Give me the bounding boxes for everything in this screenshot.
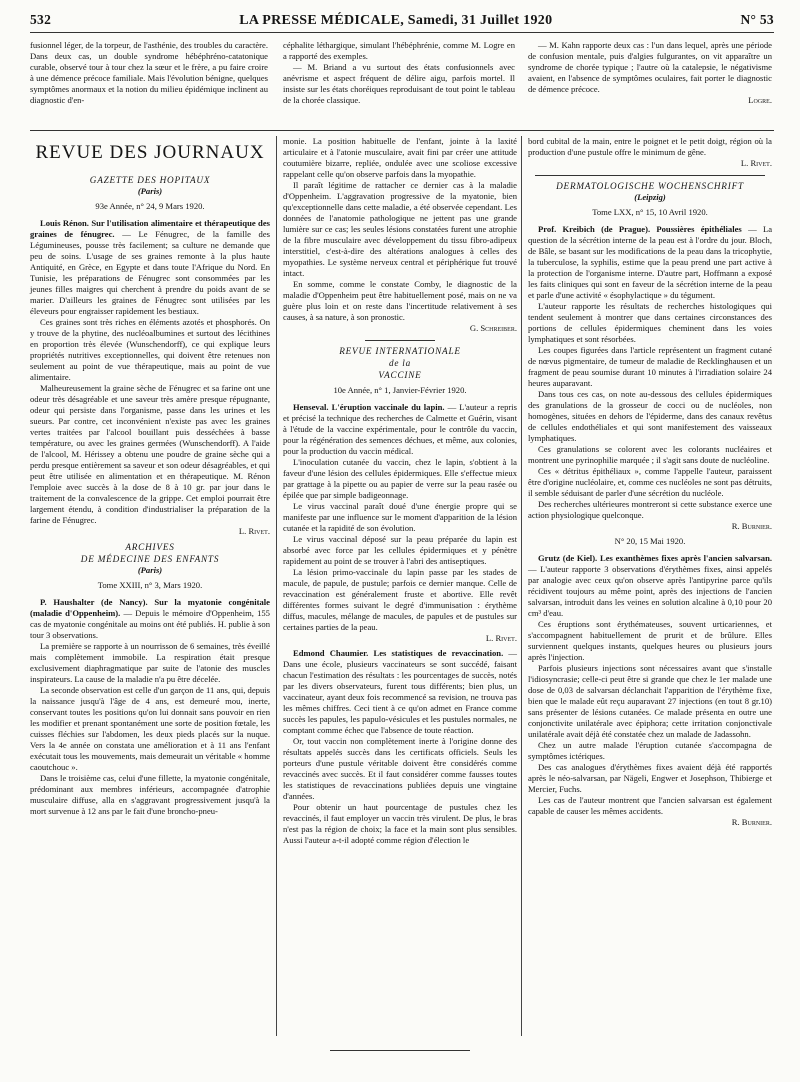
journal-issue: N° 20, 15 Mai 1920.: [614, 536, 686, 546]
article-text: — Depuis le mémoire d'Oppenheim, 155 cas de myatonie congénitale au moins ont été publiés. H. publie à son tour 3 observations.: [30, 608, 270, 640]
separator: [365, 340, 435, 341]
article-text: La seconde observation est celle d'un garçon de 11 ans, qui, depuis la naissance jusqu'à l'âge de 4 ans, est demeuré mou, inerte, conservant toutes les positions qu'on lui donnait sans pouvoir en rien les modifier et prenant spontanément une sorte de position fœtale, les cuisses fléchies sur l'abdomen, les deux pieds placés sur la nuque. Vers la 4e année on constata une amélioration et à 11 ans l'enfant exécutait tous les mouvements, mais demeurait un véritable « homme caoutchouc ».: [30, 685, 270, 772]
signature: L. Rivet.: [238, 526, 270, 536]
signature: R. Burnier.: [731, 817, 772, 827]
top-paragraph: céphalite léthargique, simulant l'hébéphrénie, comme M. Logre en a rapporté des exemples.: [283, 40, 515, 61]
journal-issue: 10e Année, n° 1, Janvier-Février 1920.: [333, 385, 467, 395]
signature: L. Rivet.: [740, 158, 772, 168]
top-paragraph: — M. Briand a vu surtout des états confusionnels avec anévrisme et aspect fréquent de délire aigu, parfois mortel. Il insiste sur les états choréiques reproduisant de tout point le tableau de la chorée classique.: [283, 62, 515, 105]
column-2: [283, 136, 517, 846]
article-text: Il paraît légitime de rattacher ce dernier cas à la maladie d'Oppenheim. L'aggravation progressive de la myatonie, bien qu'exceptionnelle dans cette maladie, a été observée cependant. Les données de l'anatomie pathologique ne jettent pas une grande lumière sur ce cas; les seules lésions constatées furent une atrophie de la fibre musculaire avec développement du tissu fibro-adipeux interstitiel, c'est-à-dire des altérations analogues à celles des myopathies. Le système nerveux central et périphérique fut trouvé intact.: [283, 180, 517, 278]
column-3: [528, 136, 772, 828]
article-text: Des cas analogues d'érythèmes fixes avaient déjà été rapportés après le néo-salvarsan, par Nägeli, Engwer et Josephson, Thibierge et Mercier, Fuchs.: [528, 762, 772, 794]
article-text: Or, tout vaccin non complètement inerte à l'origine donne des résultats appelés succès dans les certificats officiels. Seuls les porteurs d'une pustule véritable doivent être considérés comme revaccinés avec succès. Et il faut considérer comme fausses toutes les statistiques de revaccinations publiées depuis une vingtaine d'années.: [283, 736, 517, 801]
journal-issue: Tome XXIII, n° 3, Mars 1920.: [97, 580, 203, 590]
journal-name: GAZETTE DES HOPITAUX: [89, 175, 211, 185]
top-paragraph: — M. Kahn rapporte deux cas : l'un dans lequel, après une période de confusion mentale, puis d'algies fulgurantes, on vit apparaître un syndrome de chorée typique ; l'autre où la catalepsie, le négativisme avaient, en l'absence de symptômes oculaires, fait porter le diagnostic de démence précoce.: [528, 40, 772, 94]
article-text: — Le Fénugrec, de la famille des Légumineuses, pousse très facilement; sa culture ne demande que peu de soins. L'usage de ses graines remonte à la plus haute Antiquité, en Grèce, en Egypte et dans toute l'Afrique du Nord. En Tunisie, les préparations de Fénugrec sont consommées par les jeunes filles maigres qui cherchent à prendre du poids avant de se marier. D'ailleurs les graines de Fénugrec sont utilisées par les éleveurs pour engraisser rapidement les bestiaux.: [30, 229, 271, 316]
article-text: — L'auteur a repris et précisé la technique des recherches de Calmette et Guérin, visant à l'étude de la vaccine expérimentale, pour le contrôle du vaccin, pour la régénération des semences déchues, et même, aux colonies, pour la production du vaccin médical.: [283, 402, 517, 456]
article-text: La lésion primo-vaccinale du lapin passe par les stades de macule, de papule, de pustule; parfois ce dernier manque. Celle de revaccination est généralement fruste et abortive. Elle revêt différentes formes suivant le degré d'immunisation : érythème diffus, macules, mélange de macules, de papules et de pustules sur certaines parties de la peau.: [283, 567, 517, 632]
article-text: Les cas de l'auteur montrent que l'ancien salvarsan est également capable de causer les mêmes accidents.: [528, 795, 772, 816]
article-text: Des recherches ultérieures montreront si cette substance exerce une action physiologique quelconque.: [528, 499, 772, 520]
journal-issue: Tome LXX, n° 15, 10 Avril 1920.: [592, 207, 708, 217]
article-text: — Dans une école, plusieurs vaccinateurs se sont succédé, faisant chacun l'estimation des résultats : les pourcentages de succès, notés par les divers observateurs, furent tous différents; bien plus, un vaccinateur, ayant deux fois recommencé sa revision, ne trouva pas les mêmes chiffres. Ceci tient à ce qu'on admet en France comme succès les papules, les papulo-vésicules et les pustules normales, ne comptant comme échec que l'absence de toute réaction.: [283, 648, 517, 735]
article-text: bord cubital de la main, entre le poignet et le petit doigt, région où la production d'une pustule offre le minimum de gêne.: [528, 136, 772, 157]
signature: Logre.: [748, 95, 772, 105]
article-text: — L'auteur rapporte 3 observations d'érythèmes fixes, ainsi appelés par analogie avec ceux qu'on observe après l'antipyrine parce qu'ils récidivent toujours au même point, après des injections de l'ancien salvarsan, introduit dans les veines en solution alcaline à 0,10 pour 20 cm³ d'eau.: [528, 564, 772, 618]
journal-city: (Leipzig): [634, 192, 666, 202]
top-col-3: [528, 40, 772, 106]
article-lead: Edmond Chaumier. Les statistiques de revaccination.: [293, 648, 504, 658]
top-col-2: [283, 40, 515, 106]
article-text: Ces « détritus épithéliaux », comme l'appelle l'auteur, paraissent être d'origine nucléolaire, et, comme ces nucléoles ne sont pas détruits, il semble séduisant de parler d'une sécrétion du nucléole.: [528, 466, 772, 498]
article-text: Le virus vaccinal déposé sur la peau préparée du lapin est absorbé avec force par les cellules épidermiques et y pénètre rapidement au point de se trouver à l'abri des antiseptiques.: [283, 534, 517, 566]
separator: [535, 175, 765, 176]
signature: G. Schreiber.: [469, 323, 517, 333]
journal-name: DERMATOLOGISCHE WOCHENSCHRIFT: [556, 181, 744, 191]
page-number: 532: [30, 12, 52, 27]
top-col-1: [30, 40, 268, 106]
journal-date: LA PRESSE MÉDICALE, Samedi, 31 Juillet 1920: [239, 13, 553, 28]
article-text: Dans le troisième cas, celui d'une fillette, la myatonie congénitale, prédominant aux membres inférieurs, accompagnée d'atrophie musculaire diffuse, alla en s'aggravant progressivement jusqu'à la mort survenue à 12 ans par le fait d'une broncho-pneu-: [30, 773, 270, 816]
journal-city: (Paris): [137, 186, 163, 196]
journal-name: ARCHIVES: [125, 542, 175, 552]
article-text: Ces granulations se colorent avec les colorants nucléaires et montrent une pyrinophilie marquée ; il s'agit sans doute de nucléoline.: [528, 444, 772, 465]
footer-rule: [330, 1050, 470, 1051]
article-lead: Henseval. L'éruption vaccinale du lapin.: [293, 402, 445, 412]
running-header: [30, 12, 774, 34]
signature: L. Rivet.: [485, 633, 517, 643]
journal-name: de la: [388, 358, 412, 368]
article-text: Ces graines sont très riches en éléments azotés et phosphorés. On y trouve de la phytine, des nucléoalbumines et surtout des lécithines en proportion très élevée (Wunschendorff), ce qui explique leurs propriétés nutritives exceptionnelles, qui doivent être retenues non seulement au point de vue thérapeutique, mais au point de vue alimentaire.: [30, 317, 270, 382]
article-text: La première se rapporte à un nourrisson de 6 semaines, très éveillé mais complètement immobile. La respiration était presque exclusivement diaphragmatique par suite de l'atonie des muscles inspirateurs. La cause de la maladie n'a pu être décelée.: [30, 641, 270, 684]
section-title: REVUE DES JOURNAUX: [35, 142, 265, 163]
column-1: [30, 136, 270, 817]
journal-city: (Paris): [137, 565, 163, 575]
article-text: Dans tous ces cas, on note au-dessous des cellules épidermiques des granulations de la grosseur de cocci ou de nucléoles, non homogènes, situées en dehors de l'épiderme, dans des canaux revêtus de cellules endothéliales et qui sont manifestement des vaisseaux lymphatiques.: [528, 389, 772, 443]
article-text: Les coupes figurées dans l'article représentent un fragment cutané de nœvus pigmentaire, de tumeur de maladie de Recklinghausen et un fragment de peau soumise durant 10 minutes à l'irradiation solaire 24 heures auparavant.: [528, 345, 772, 388]
article-text: L'auteur rapporte les résultats de recherches histologiques qui tendent seulement à montrer que dans certaines circonstances des portions de cellules épidermiques cheminent dans les voies lymphatiques et sont résorbées.: [528, 301, 772, 344]
journal-issue: 93e Année, n° 24, 9 Mars 1920.: [95, 201, 205, 211]
header-rule: [30, 32, 774, 33]
column-divider: [276, 136, 277, 1036]
signature: R. Burnier.: [731, 521, 772, 531]
journal-name: DE MÉDECINE DES ENFANTS: [80, 554, 220, 564]
article-text: En somme, comme le constate Comby, le diagnostic de la maladie d'Oppenheim peut être habituellement posé, mais on ne va guère plus loin et on reste dans l'incertitude relativement à ses causes, à sa nature, à son pronostic.: [283, 279, 517, 322]
issue-number: N° 53: [740, 12, 774, 27]
section-rule: [30, 130, 774, 131]
article-lead: P. Haushalter (de Nancy). Sur la myatonie congénitale (maladie d'Oppenheim).: [30, 597, 270, 618]
article-text: Parfois plusieurs injections sont nécessaires avant que s'installe l'idiosyncrasie; celle-ci peut être si grande que chez le 1er malade une dose de 0,03 de salvarsan déclanchait l'apparition de l'érythème fixe, bien que le malade eût reçu auparavant 27 injections (en tout 8 gr.10) sans présenter de lésions cutanées. Ce malade présenta en outre une conjonctivite unilatérale avec épiphora; cette irritation conjonctivale unilatérale avait déjà été constatée chez un malade de Jadassohn.: [528, 663, 772, 739]
article-text: Le virus vaccinal paraît doué d'une énergie propre qui se manifeste par une influence sur le moment d'apparition de la lésion cutanée et la rapidité de son évolution.: [283, 501, 517, 533]
article-text: monie. La position habituelle de l'enfant, jointe à la laxité articulaire et à l'atonie musculaire, avait fini par créer une attitude coutumière bizarre, repliée, ondulée avec une scoliose excessive rappelant celle qu'on observe parfois dans la myopathie.: [283, 136, 517, 179]
article-lead: Louis Rénon. Sur l'utilisation alimentaire et thérapeutique des graines de fénugrec.: [30, 218, 270, 239]
article-text: Chez un autre malade l'éruption cutanée s'accompagna de symptômes ictériques.: [528, 740, 772, 761]
article-text: Malheureusement la graine sèche de Fénugrec et sa farine ont une odeur très désagréable et une saveur très amère presque répugnante, odeur qui persiste dans l'organisme, passe dans les urines et les sueurs. Par contre, cet inconvénient n'existe pas avec les graines vertes traitées par l'alcool bouillant puis desséchées à basse température, ou avec les graines germées (Wunschendorff). A l'aide de l'alcool, M. Hérissey a obtenu une poudre de graine sèche qui a perdu presque entièrement sa saveur et son odeur désagréables, et qui peut être utilisée en alimentation et en thérapeutique. M. Rénon l'emploie avec succès à la dose de 8 à 10 gr. par jour dans le traitement de la convalescence de la grippe. Cet emploi pourrait être largement étendu, à condition d'industrialiser la préparation de la farine de Fénugrec.: [30, 383, 270, 525]
article-text: L'inoculation cutanée du vaccin, chez le lapin, s'obtient à la faveur d'une lésion des cellules épidermiques. Elle s'effectue mieux par grattage à la pipette ou au papier de verre sur la peau rasée ou épilée que par simple badigeonnage.: [283, 457, 517, 500]
article-text: Pour obtenir un haut pourcentage de pustules chez les revaccinés, il faut employer un vaccin très virulent. De plus, le bras n'est pas la région de choix; la face et la main sont plus sensibles. Aussi l'auteur a-t-il adopté comme région d'élection le: [283, 802, 517, 845]
article-text: — La question de la sécrétion interne de la peau est à l'ordre du jour. Bloch, de Bâle, se basant sur les modifications de la peau dans la tricophytie, la tuberculose, la syphilis, estime que la peau prend une part active à la protection de l'organisme interne. D'autre part, Hoffmann a exposé les faits cliniques qui sont en faveur de la sécrétion interne de la peau et parle d'une activité « ésophylactique » du tégument.: [528, 224, 773, 300]
column-divider: [521, 136, 522, 1036]
journal-name: VACCINE: [378, 370, 422, 380]
article-lead: Prof. Kreibich (de Prague). Poussières épithéliales: [538, 224, 742, 234]
article-lead: Grutz (de Kiel). Les exanthèmes fixes après l'ancien salvarsan.: [538, 553, 772, 563]
article-text: Ces éruptions sont érythémateuses, souvent urticariennes, et s'accompagnent habituellement de prurit et de brûlure. Elles surviennent quelques instants, quelques heures ou plusieurs jours après l'injection.: [528, 619, 772, 662]
journal-name: REVUE INTERNATIONALE: [339, 346, 461, 356]
top-paragraph: fusionnel léger, de la torpeur, de l'asthénie, des troubles du caractère. Dans deux cas, un double syndrome hébéphréno-catatonique curable, observé tour à tour chez la sœur et le frère, a pu faire croire à une démence précoce familiale. Mais l'évolution bénigne, quelques symptômes anormaux et la notion du milieu épidémique inclinent au diagnostic d'en-: [30, 40, 268, 105]
